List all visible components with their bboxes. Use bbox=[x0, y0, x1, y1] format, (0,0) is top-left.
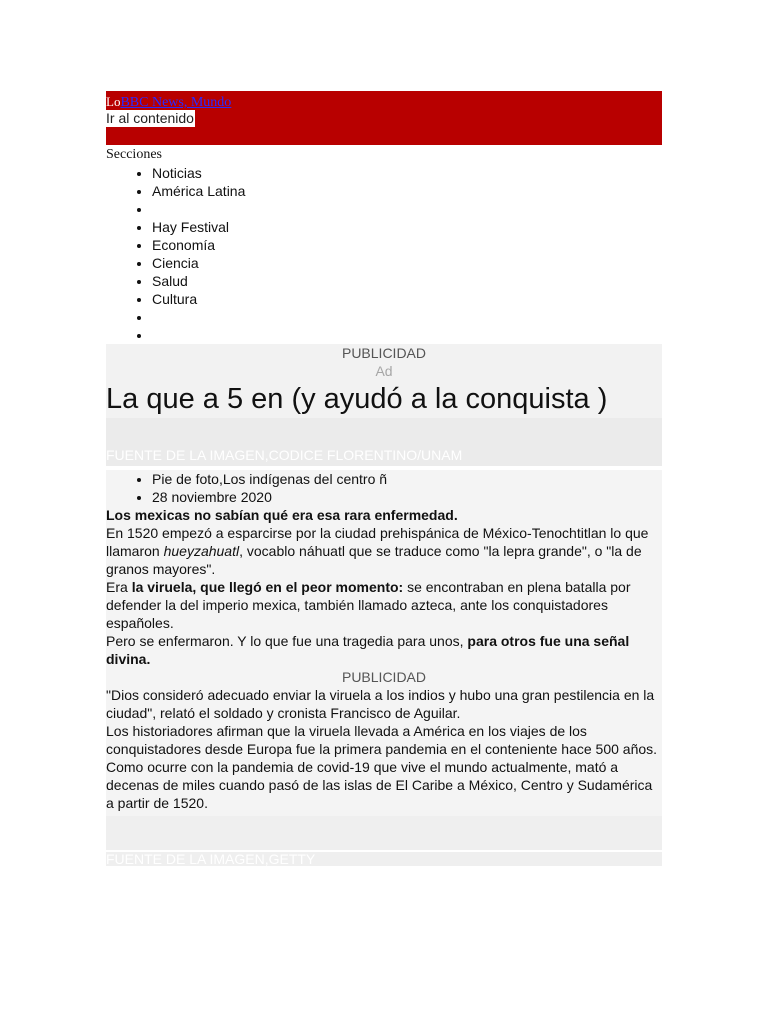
nav-item-empty[interactable] bbox=[152, 326, 662, 344]
brand-prefix: Lo bbox=[106, 94, 121, 109]
article-lead: Los mexicas no sabían qué era esa rara enfermedad. bbox=[106, 507, 458, 523]
paragraph: "Dios consideró adecuado enviar la viruela a los indios y hubo una gran pestilencia en la ciudad", relató el soldado y cronista Francisco de Aguilar. bbox=[106, 687, 655, 721]
paragraph: En 1520 empezó a esparcirse por la ciudad prehispánica de México-Tenochtitlan lo que llamaron hueyzahuatl, vocablo náhuatl que se traduce como "la lepra grande", o "la de granos mayores". bbox=[106, 525, 649, 577]
paragraph: Pero se enfermaron. Y lo que fue una tragedia para unos, para otros fue una señal divina. bbox=[106, 633, 630, 667]
image-caption: • Pie de foto,Los indígenas del centro ñ bbox=[152, 470, 662, 488]
nav-item-cultura[interactable]: • Cultura bbox=[152, 290, 662, 308]
nav-item-salud[interactable]: • Salud bbox=[152, 272, 662, 290]
page bbox=[106, 91, 662, 866]
article-image-credit-bar bbox=[106, 852, 662, 866]
brand bbox=[106, 93, 231, 111]
nav-item-hay-festival[interactable]: • Hay Festival bbox=[152, 218, 662, 236]
article-headline: La que a 5 en (y ayudó a la conquista ) bbox=[106, 383, 608, 415]
headline-container bbox=[106, 380, 662, 418]
nav-item-empty[interactable] bbox=[152, 200, 662, 218]
article-image bbox=[106, 816, 662, 850]
nav-item-noticias[interactable]: • Noticias bbox=[152, 164, 662, 182]
nav-item-ciencia[interactable]: • Ciencia bbox=[152, 254, 662, 272]
ad-label: PUBLICIDAD bbox=[341, 669, 427, 685]
site-header bbox=[106, 91, 662, 145]
article-date: • 28 noviembre 2020 bbox=[152, 488, 662, 506]
article-image bbox=[106, 418, 662, 466]
nav-item-empty[interactable] bbox=[152, 308, 662, 326]
image-credit: FUENTE DE LA IMAGEN,CODICE FLORENTINO/UNAM bbox=[106, 447, 463, 463]
sections-heading: Secciones bbox=[106, 147, 162, 162]
image-credit: FUENTE DE LA IMAGEN,GETTY bbox=[106, 851, 316, 867]
skip-to-content-link[interactable]: Ir al contenido bbox=[106, 110, 194, 126]
ad-sublabel: Ad bbox=[375, 363, 393, 379]
advertisement bbox=[106, 344, 662, 380]
article-body bbox=[106, 470, 662, 816]
article-meta bbox=[106, 470, 662, 506]
paragraph: Era la viruela, que llegó en el peor momento: se encontraban en plena batalla por defender la del imperio mexica, también llamado azteca, ante los conquistadores españoles. bbox=[106, 579, 631, 631]
paragraph: Los historiadores afirman que la viruela llevada a América en los viajes de los conquistadores desde Europa fue la primera pandemia en el conteniente hace 500 años. bbox=[106, 723, 658, 757]
brand-link[interactable]: BBC News, Mundo bbox=[120, 95, 232, 110]
nav-item-economia[interactable]: • Economía bbox=[152, 236, 662, 254]
paragraph: Como ocurre con la pandemia de covid-19 que vive el mundo actualmente, mató a decenas de miles cuando pasó de las islas de El Caribe a México, Centro y Sudamérica a partir de 1520. bbox=[106, 759, 653, 811]
ad-label: PUBLICIDAD bbox=[341, 345, 427, 361]
nav-item-america-latina[interactable]: • América Latina bbox=[152, 182, 662, 200]
section-nav bbox=[106, 164, 662, 344]
